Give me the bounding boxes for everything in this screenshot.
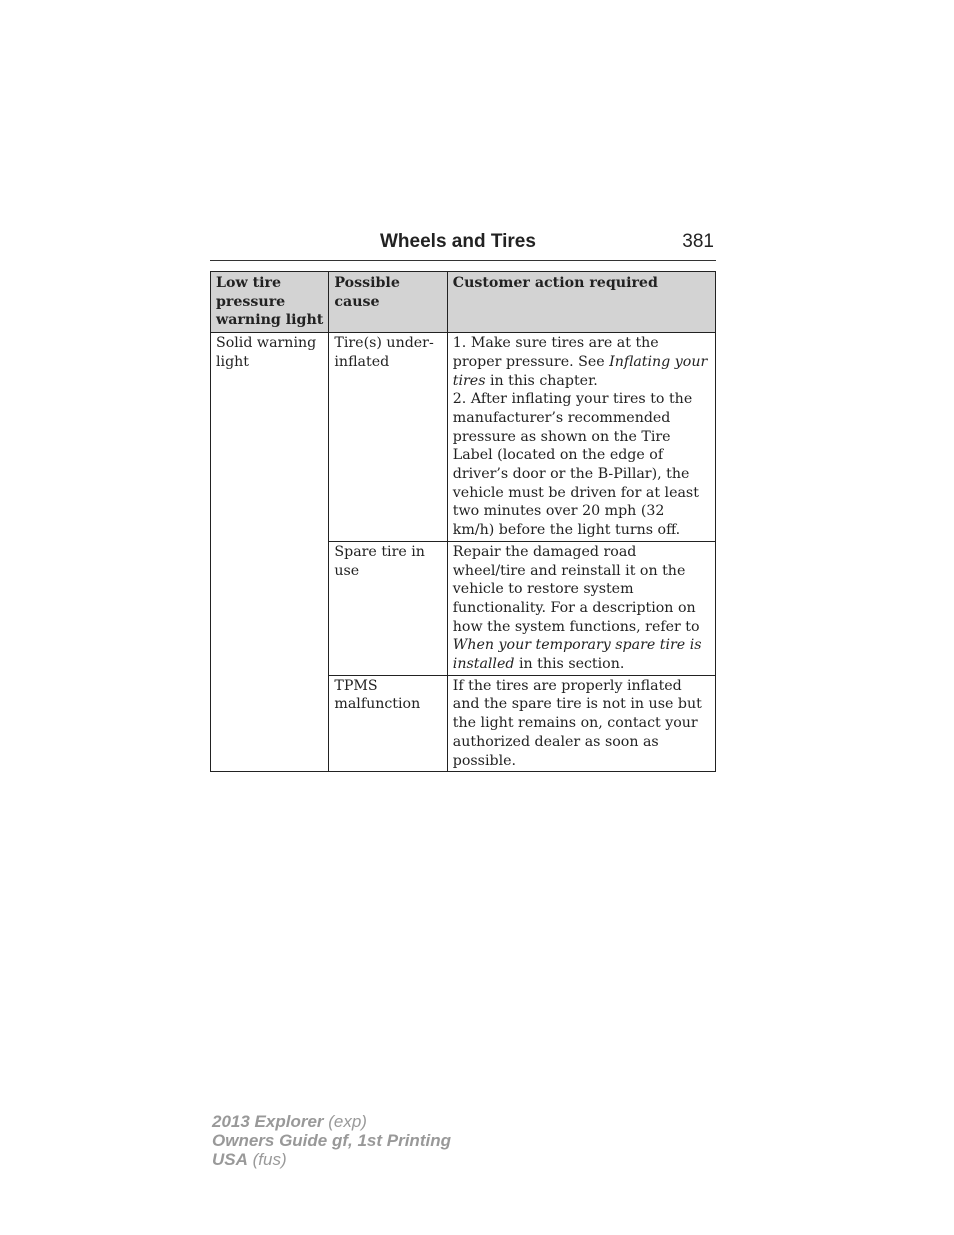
action-text: If the tires are properly inflated and the spare tire is not in use but the light remains on, contact your authorized dealer as soon as possible. xyxy=(452,677,702,769)
header-warning-light: Low tire pressure warning light xyxy=(211,272,329,333)
header-customer-action: Customer action required xyxy=(447,272,715,333)
section-title: Wheels and Tires xyxy=(380,231,536,252)
action-text: in this section. xyxy=(514,656,625,673)
table-row xyxy=(211,333,716,542)
cause-cell: Spare tire in use xyxy=(329,541,447,675)
action-text: Repair the damaged road wheel/tire and reinstall it on the vehicle to restore system functionality. For a description on how the system functions, refer to xyxy=(452,543,700,635)
footer-market-code: (fus) xyxy=(247,1150,287,1169)
action-step-2: 2. After inflating your tires to the manufacturer’s recommended pressure as shown on the Tire Label (located on the edge of driver’s door or the B-Pillar), the vehicle must be driven for at least two minutes over 20 mph (32 km/h) before the light turns off. xyxy=(452,391,699,539)
action-cell xyxy=(447,675,715,772)
action-reference: Inflating your tires xyxy=(452,353,708,389)
page-number: 381 xyxy=(682,231,714,252)
footer-line-2 xyxy=(212,1131,451,1150)
page-header xyxy=(210,228,716,261)
footer-line-3 xyxy=(212,1150,451,1169)
action-cell xyxy=(447,541,715,675)
footer-guide: Owners Guide gf, 1st Printing xyxy=(212,1131,451,1150)
action-text: in this chapter. xyxy=(485,372,598,389)
action-reference: When your temporary spare tire is installed xyxy=(452,637,702,673)
footer-model-code: (exp) xyxy=(323,1112,367,1131)
warning-light-table xyxy=(210,271,716,772)
page-footer xyxy=(212,1112,451,1169)
cause-cell: Tire(s) under-inflated xyxy=(329,333,447,542)
table-header-row xyxy=(211,272,716,333)
footer-market: USA xyxy=(212,1150,248,1169)
footer-model: 2013 Explorer xyxy=(212,1112,324,1131)
header-possible-cause: Possible cause xyxy=(329,272,447,333)
action-text: 1. Make sure tires are at the proper pressure. See xyxy=(452,335,659,370)
cause-cell: TPMS malfunction xyxy=(329,675,447,772)
footer-line-1 xyxy=(212,1112,451,1131)
indicator-cell: Solid warning light xyxy=(211,333,329,772)
action-cell xyxy=(447,333,715,542)
